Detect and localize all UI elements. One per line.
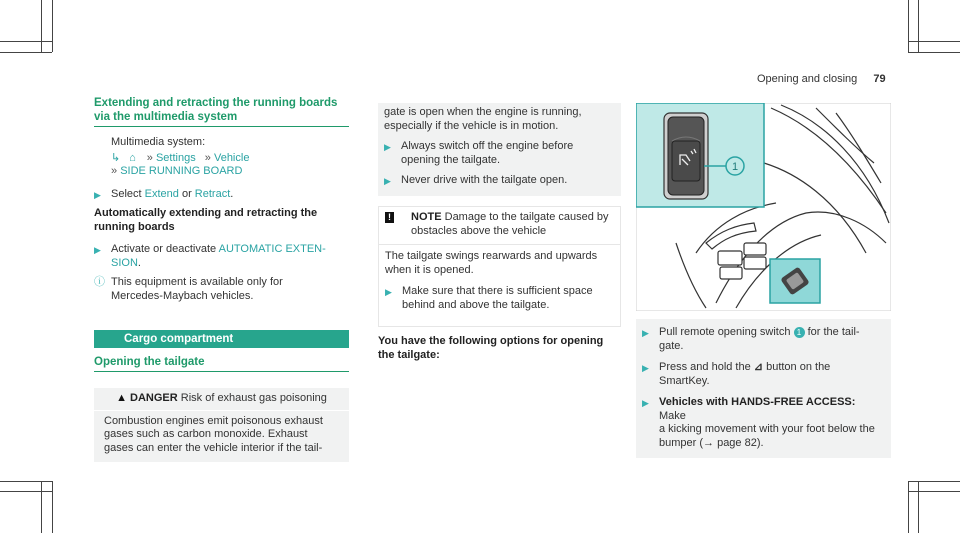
- danger-title: Risk of exhaust gas poisoning: [180, 392, 327, 404]
- door-switch-illustration: [636, 103, 891, 311]
- note-box: ! NOTE Damage to the tailgate caused by obstacles above the vehicle The tailgate swings rearwards and upwards when it is opened. ▶ Make sure that there is sufficient space behind and above the tailgate.: [378, 206, 621, 327]
- double-chevron-icon: »: [146, 151, 153, 164]
- running-header: [757, 73, 886, 85]
- right-column: [636, 103, 891, 458]
- left-column: Extending and retracting the running boards via the multimedia system Multimedia system: ↳ ⌂ » Settings » Vehicle » SIDE RUNNING BOARD ▶ Select Extend or Retract. Automatically extending and retracting the running boards ▶ Activate or deactivate AUTOMATIC EXTEN- SION. ⓘ This equipment is available only for Mercedes-Maybach vehicles. Cargo compartment Opening the tailgate ▲ DANGER Risk of exhaust gas poisoning Combustion engines emit poisonous exhaust gases such as carbon monoxide. Exhaust gases can enter the vehicle interior if the tail-: [94, 96, 349, 462]
- callout-number: 1: [731, 161, 739, 173]
- extend-option: Extend: [144, 187, 179, 200]
- callout-marker: 1: [794, 327, 805, 338]
- info-icon: ⓘ: [94, 276, 105, 288]
- cargo-bar: Cargo compartment: [94, 330, 349, 348]
- opening-heading: Opening the tailgate: [94, 356, 205, 368]
- page-reference-link[interactable]: bumper (→ page 82).: [659, 436, 764, 449]
- retract-option: Retract: [194, 187, 231, 200]
- auto-heading: Automatically extending and retracting the running boards: [94, 207, 318, 233]
- page-number: 79: [873, 73, 886, 85]
- danger-label: DANGER: [130, 392, 178, 404]
- multimedia-label: Multimedia system:: [111, 136, 206, 148]
- triangle-bullet-icon: ▶: [94, 245, 101, 255]
- menu-path: [111, 152, 349, 166]
- triangle-bullet-icon: ▶: [642, 363, 649, 373]
- triangle-bullet-icon: ▶: [384, 176, 391, 186]
- triangle-bullet-icon: ▶: [384, 142, 391, 152]
- path-arrow-icon: ↳: [111, 151, 121, 164]
- automatic-extension-option: AUTOMATIC EXTEN-: [218, 243, 326, 255]
- right-steps: ▶ Pull remote opening switch 1 for the tail- gate. ▶ Press and hold the ⊿ button on the SmartKey. ▶ Vehicles with HANDS-FREE ACCESS: Make a kicking movement with your foot below the bumper (→ page 82).: [636, 319, 891, 458]
- triangle-bullet-icon: ▶: [642, 398, 649, 408]
- menu-settings: Settings: [155, 151, 196, 164]
- section-heading: Extending and retracting the running boards: [94, 97, 338, 109]
- triangle-bullet-icon: ▶: [385, 287, 392, 297]
- warning-triangle-icon: ▲: [116, 392, 127, 404]
- double-chevron-icon: »: [204, 151, 211, 164]
- info-note: ⓘ This equipment is available only for Mercedes-Maybach vehicles.: [94, 276, 283, 302]
- middle-column: [378, 103, 621, 362]
- options-heading: You have the following options for opening the tailgate:: [378, 335, 604, 361]
- triangle-bullet-icon: ▶: [642, 328, 649, 338]
- home-icon: ⌂: [129, 151, 136, 164]
- danger-continuation: gate is open when the engine is running, especially if the vehicle is in motion. ▶ Always switch off the engine before opening the tailgate. ▶ Never drive with the tailgate open.: [378, 103, 621, 196]
- activate-step: ▶ Activate or deactivate AUTOMATIC EXTEN- SION.: [94, 243, 326, 269]
- danger-box: ▲ DANGER Risk of exhaust gas poisoning Combustion engines emit poisonous exhaust gases such as carbon monoxide. Exhaust gases can enter the vehicle interior if the tail-: [94, 388, 349, 462]
- note-label: NOTE: [411, 211, 442, 223]
- double-chevron-icon: »: [111, 165, 118, 177]
- menu-vehicle: Vehicle: [213, 151, 250, 164]
- tailgate-icon: ⊿: [753, 361, 764, 373]
- triangle-bullet-icon: ▶: [94, 189, 101, 200]
- select-step: ▶ Select Extend or Retract.: [94, 188, 349, 202]
- section-title: Opening and closing: [757, 73, 858, 85]
- menu-side-running-board: SIDE RUNNING BOARD: [120, 165, 243, 177]
- exclamation-icon: !: [385, 212, 394, 223]
